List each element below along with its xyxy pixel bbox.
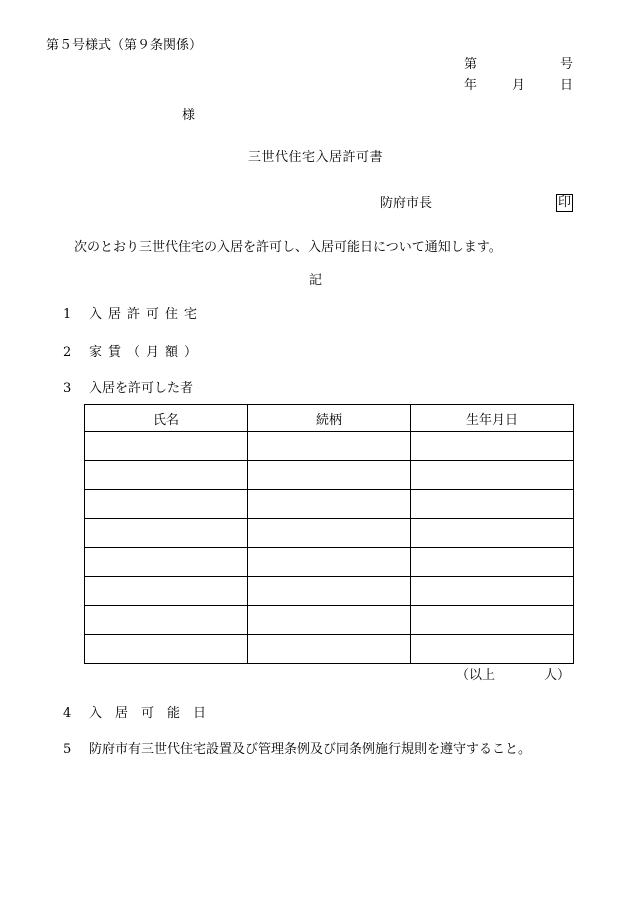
item-5-number: 5: [63, 742, 72, 757]
date-day-label: 日: [560, 78, 574, 93]
column-header-name: 氏名: [85, 405, 248, 432]
table-cell[interactable]: [85, 432, 248, 461]
table-cell[interactable]: [411, 548, 574, 577]
table-row: [85, 606, 574, 635]
issuer-name: 防府市長: [380, 196, 433, 211]
table-cell[interactable]: [248, 461, 411, 490]
item-1-number: 1: [63, 307, 72, 322]
item-3-label: 入居を許可した者: [89, 381, 194, 396]
table-row: [85, 519, 574, 548]
item-5-label: 防府市有三世代住宅設置及び管理条例及び同条例施行規則を遵守すること。: [89, 742, 532, 757]
table-row: [85, 635, 574, 664]
table-row: [85, 548, 574, 577]
table-row: [85, 432, 574, 461]
table-cell[interactable]: [411, 461, 574, 490]
table-cell[interactable]: [85, 519, 248, 548]
column-header-birthdate: 生年月日: [411, 405, 574, 432]
table-cell[interactable]: [411, 490, 574, 519]
table-cell[interactable]: [85, 461, 248, 490]
table-cell[interactable]: [85, 606, 248, 635]
table-cell[interactable]: [248, 490, 411, 519]
table-cell[interactable]: [248, 635, 411, 664]
ki-heading: 記: [309, 273, 323, 288]
form-number-header: 第５号様式（第９条関係）: [46, 38, 203, 53]
addressee-honorific: 様: [182, 108, 196, 123]
seal-mark: 印: [558, 195, 572, 210]
table-cell[interactable]: [411, 606, 574, 635]
table-row: [85, 577, 574, 606]
table-cell[interactable]: [411, 432, 574, 461]
total-count-suffix: 人）: [544, 668, 571, 683]
table-cell[interactable]: [411, 635, 574, 664]
table-cell[interactable]: [85, 490, 248, 519]
item-4-number: 4: [63, 706, 72, 721]
table-cell[interactable]: [248, 548, 411, 577]
item-3-number: 3: [63, 381, 72, 396]
total-count-prefix: （以上: [456, 668, 496, 683]
table-row: [85, 490, 574, 519]
table-row: [85, 461, 574, 490]
permitted-persons-table: [84, 404, 574, 664]
table-cell[interactable]: [85, 577, 248, 606]
table-cell[interactable]: [411, 519, 574, 548]
table-cell[interactable]: [248, 519, 411, 548]
table-cell[interactable]: [85, 548, 248, 577]
table-cell[interactable]: [248, 606, 411, 635]
table-cell[interactable]: [248, 577, 411, 606]
table-cell[interactable]: [411, 577, 574, 606]
column-header-relationship: 続柄: [248, 405, 411, 432]
item-1-label: 入居許可住宅: [89, 307, 204, 322]
date-year-label: 年: [464, 78, 478, 93]
document-number-suffix: 号: [560, 57, 574, 72]
item-2-number: 2: [63, 345, 72, 360]
notice-body-text: 次のとおり三世代住宅の入居を許可し、入居可能日について通知します。: [74, 240, 502, 255]
table-cell[interactable]: [85, 635, 248, 664]
document-number-prefix: 第: [464, 57, 478, 72]
item-2-label: 家賃（月額）: [89, 345, 204, 360]
document-title: 三世代住宅入居許可書: [248, 150, 384, 165]
table-cell[interactable]: [248, 432, 411, 461]
table-header-row: [85, 405, 574, 432]
item-4-label: 入居可能日: [89, 706, 220, 721]
date-month-label: 月: [512, 78, 526, 93]
